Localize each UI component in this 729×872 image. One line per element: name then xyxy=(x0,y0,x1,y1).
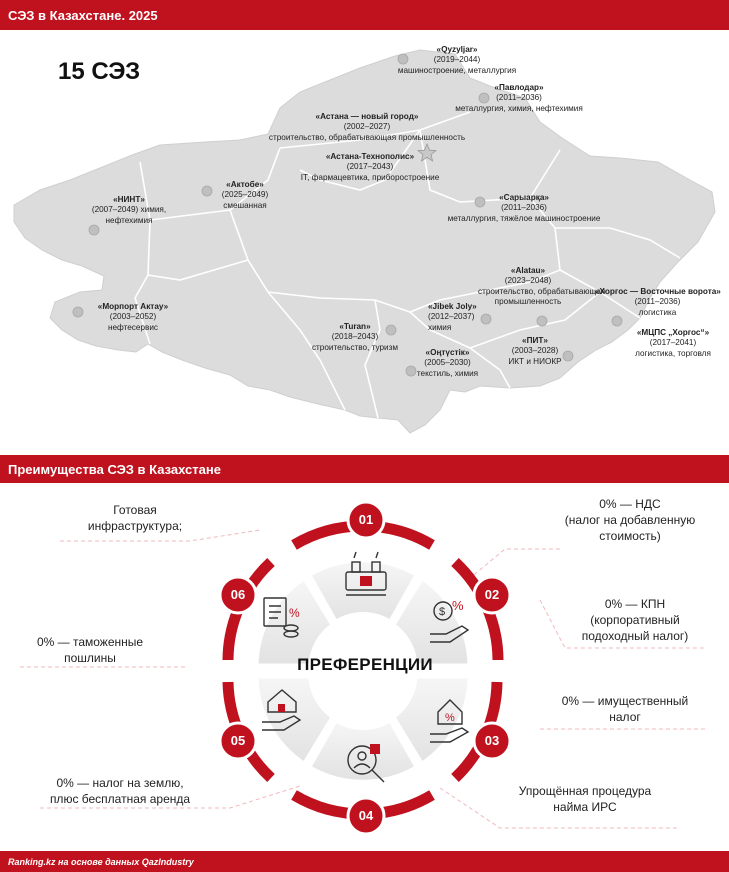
marker-morport xyxy=(73,307,83,317)
header-banner xyxy=(0,0,729,30)
label-horgos-east-gate: «Хоргос — Восточные ворота» (2011–2036) логистика xyxy=(595,287,721,317)
label-pit: «ПИТ» (2003–2028) ИКТ и НИОКР xyxy=(508,336,562,366)
number-01: 01 xyxy=(358,512,374,527)
number-03: 03 xyxy=(484,733,500,748)
number-04: 04 xyxy=(358,808,374,823)
sez-count: 15 СЭЗ xyxy=(58,58,141,85)
label-morport-aktau: «Морпорт Актау» (2003–2052) нефтесервис xyxy=(97,302,169,332)
pref-land-tax: 0% — налог на землю, плюс бесплатная аренда xyxy=(49,776,191,806)
pref-vat: 0% — НДС (налог на добавленную стоимость) xyxy=(564,497,696,543)
pref-property-tax: 0% — имущественный налог xyxy=(561,694,689,724)
label-alatau: «Alatau» (2023–2048) строительство, обрабатывающая промышленность xyxy=(478,266,606,307)
footer-banner xyxy=(0,851,729,872)
number-05: 05 xyxy=(230,733,246,748)
pref-customs: 0% — таможенные пошлины xyxy=(36,635,144,665)
map-country-shape xyxy=(14,50,715,433)
header-title: СЭЗ в Казахстане. 2025 xyxy=(8,7,158,23)
advantages-banner xyxy=(0,455,729,483)
label-ontustik: «Оңтүстік» (2005–2030) текстиль, химия xyxy=(416,348,479,378)
label-nint: «НИНТ» (2007–2049) химия, нефтехимия xyxy=(91,195,167,225)
label-jibek-joly: «Jibek Joly» (2012–2037) химия xyxy=(428,302,477,332)
svg-text:%: % xyxy=(445,712,455,724)
pref-cit: 0% — КПН (корпоративный подоходный налог) xyxy=(581,597,689,643)
svg-text:%: % xyxy=(289,606,300,620)
label-saryarka: «Сарыарқа» (2011–2036) металлургия, тяжёлое машиностроение xyxy=(447,193,601,223)
label-astana-new-city: «Астана — новый город» (2002–2027) строительство, обрабатывающая промышленность xyxy=(268,112,466,142)
svg-text:$: $ xyxy=(439,606,446,618)
label-mcps-horgos: «МЦПС „Хоргос“» (2017–2041) логистика, торговля xyxy=(635,328,711,358)
label-pavlodar: «Павлодар» (2011–2036) металлургия, химия, нефтехимия xyxy=(455,83,583,113)
preferences-center-label: ПРЕФЕРЕНЦИИ xyxy=(297,655,433,674)
marker-nint xyxy=(89,225,99,235)
advantages-title: Преимущества СЭЗ в Казахстане xyxy=(8,461,221,477)
label-turan: «Turan» (2018–2043) строительство, туризм xyxy=(311,322,399,352)
number-06: 06 xyxy=(230,587,246,602)
number-02: 02 xyxy=(484,587,500,602)
label-aktobe: «Актобе» (2025–2049) смешанная xyxy=(221,180,269,210)
label-astana-technopolis: «Астана-Технополис» (2017–2043) IT, фармацевтика, приборостроение xyxy=(300,152,440,182)
label-qyzyljar: «Qyzyljar» (2019–2044) машиностроение, металлургия xyxy=(397,45,517,75)
pref-infrastructure: Готовая инфраструктура; xyxy=(87,503,183,533)
marker-alatau xyxy=(537,316,547,326)
footer-source: Ranking.kz на основе данных QazIndustry xyxy=(8,856,194,867)
pref-hiring: Упрощённая процедура найма ИРС xyxy=(518,784,652,814)
kazakhstan-map xyxy=(0,30,729,455)
svg-text:%: % xyxy=(452,598,464,613)
